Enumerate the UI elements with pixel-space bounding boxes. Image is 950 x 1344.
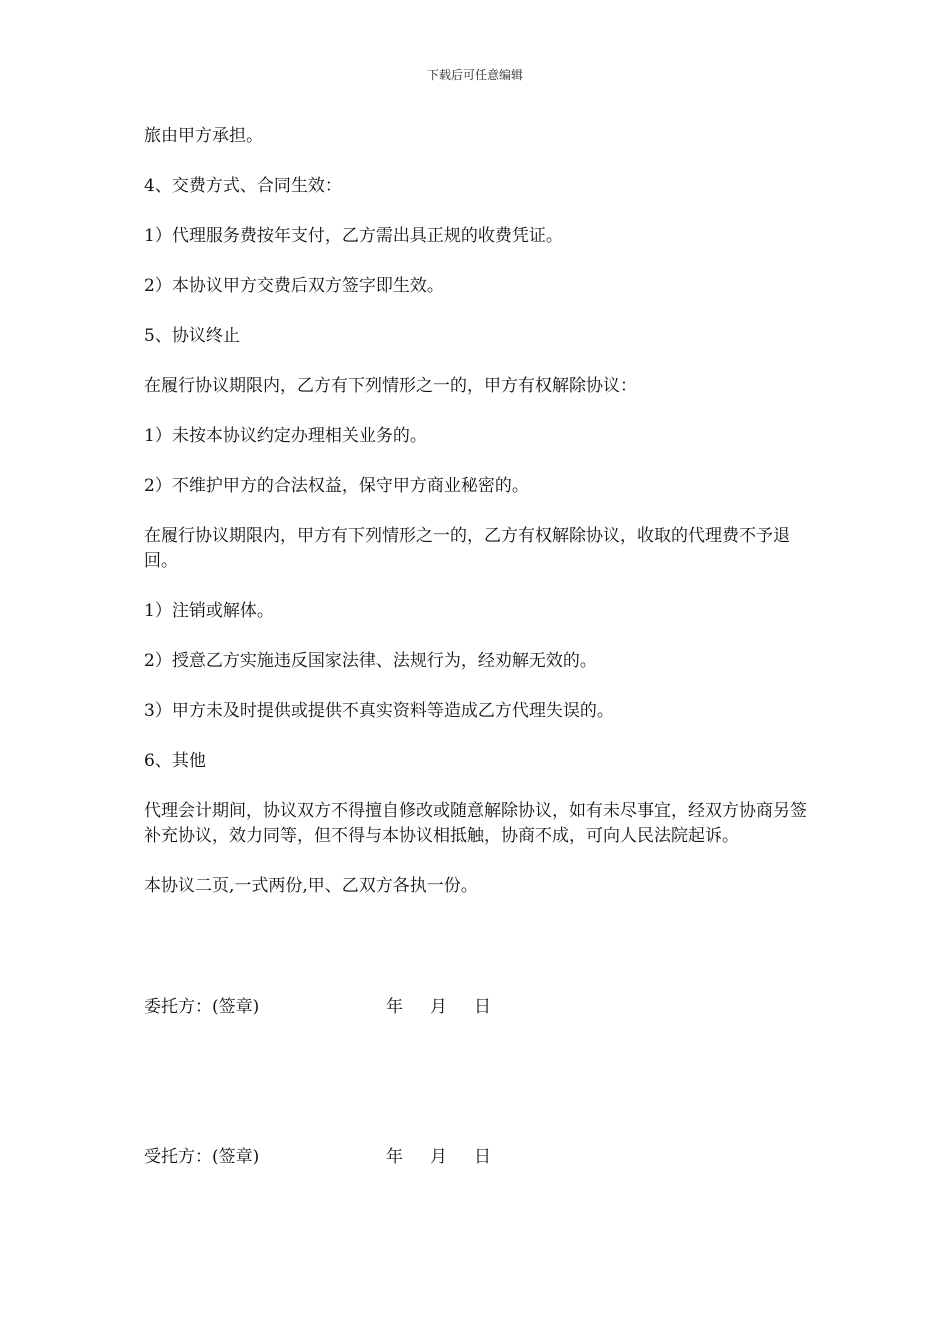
client-month-label: 月 (430, 997, 447, 1017)
paragraph-party-b-condition-2: 2）不维护甲方的合法权益，保守甲方商业秘密的。 (144, 476, 529, 496)
paragraph-party-a-conditions: 在履行协议期限内，甲方有下列情形之一的，乙方有权解除协议，收取的代理费不予退回。 (144, 526, 790, 571)
agent-month-label: 月 (430, 1147, 447, 1167)
paragraph-party-b-conditions: 在履行协议期限内，乙方有下列情形之一的，甲方有权解除协议： (144, 376, 637, 396)
page-header: 下载后可任意编辑 (426, 68, 523, 82)
paragraph-party-a-condition-1: 1）注销或解体。 (144, 601, 274, 621)
paragraph-party-b-condition-1: 1）未按本协议约定办理相关业务的。 (144, 426, 427, 446)
heading-other: 6、其他 (144, 751, 206, 771)
paragraph-continued-expense: 旅由甲方承担。 (144, 126, 263, 146)
paragraph-payment-annual: 1）代理服务费按年支付，乙方需出具正规的收费凭证。 (144, 226, 563, 246)
document-body (144, 124, 808, 924)
client-signature-label: 委托方：(签章) (144, 997, 260, 1017)
client-year-label: 年 (386, 997, 403, 1017)
paragraph-party-a-condition-3: 3）甲方未及时提供或提供不真实资料等造成乙方代理失误的。 (144, 701, 614, 721)
paragraph-effective-on-signing: 2）本协议甲方交费后双方签字即生效。 (144, 276, 444, 296)
client-day-label: 日 (474, 997, 491, 1017)
paragraph-copies: 本协议二页,一式两份,甲、乙双方各执一份。 (144, 876, 478, 896)
agent-day-label: 日 (474, 1147, 491, 1167)
heading-termination: 5、协议终止 (144, 326, 240, 346)
agent-signature-label: 受托方：(签章) (144, 1147, 260, 1167)
heading-payment-and-effect: 4、交费方式、合同生效： (144, 176, 342, 196)
paragraph-party-a-condition-2: 2）授意乙方实施违反国家法律、法规行为，经劝解无效的。 (144, 651, 597, 671)
signature-line-agent (144, 1145, 491, 1170)
paragraph-other-terms: 代理会计期间，协议双方不得擅自修改或随意解除协议，如有未尽事宜，经双方协商另签补充协议，效力同等，但不得与本协议相抵触，协商不成，可向人民法院起诉。 (144, 801, 807, 846)
agent-year-label: 年 (386, 1147, 403, 1167)
signature-line-client (144, 995, 491, 1020)
